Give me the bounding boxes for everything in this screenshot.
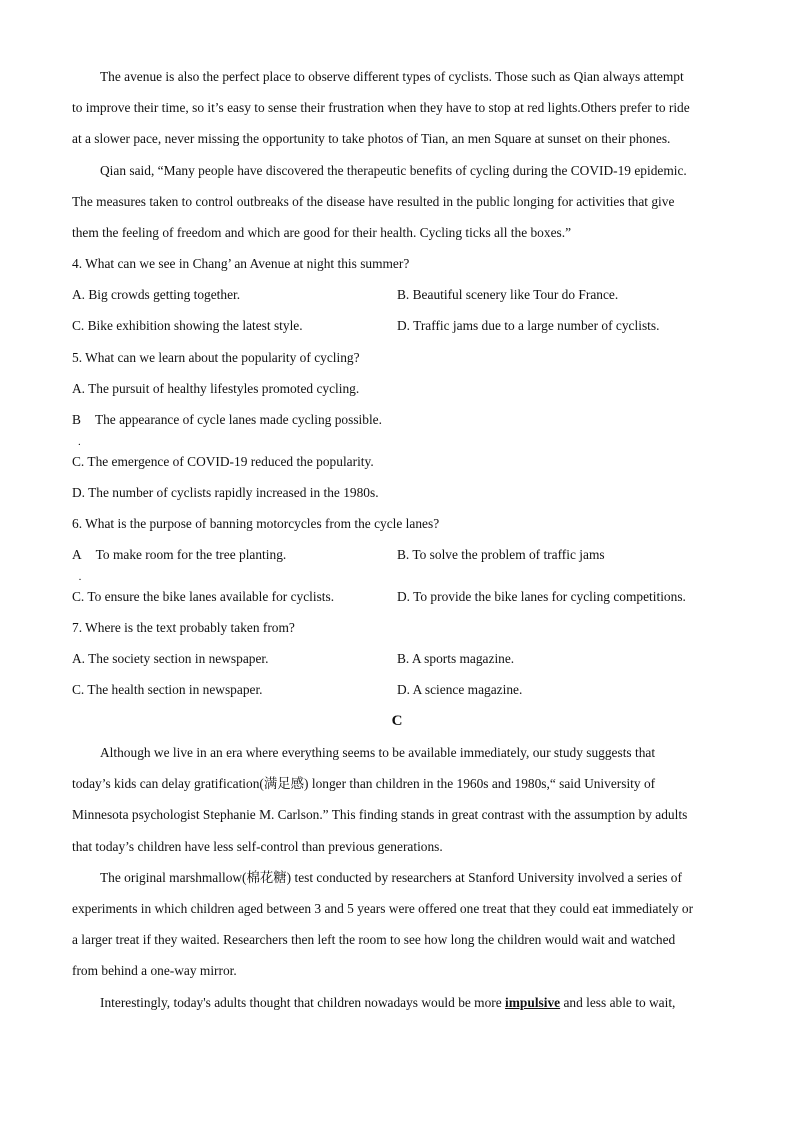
passage-b-p2-line3: them the feeling of freedom and which are good for their health. Cycling ticks all the boxes.” [72, 225, 572, 240]
highlighted-keyword: impulsive [505, 995, 561, 1010]
question-6-stem: 6. What is the purpose of banning motorcycles from the cycle lanes? [72, 516, 440, 531]
text-run: and less able to wait, [560, 995, 676, 1010]
passage-b-p2-line2: The measures taken to control outbreaks of the disease have resulted in the public longing for activities that give [72, 194, 675, 209]
question-7-stem: 7. Where is the text probably taken from? [72, 620, 295, 635]
question-6-option-d: D. To provide the bike lanes for cycling competitions. [397, 589, 686, 604]
passage-c-p2-line1: The original marshmallow(棉花糖) test conducted by researchers at Stanford University involved a series of [100, 870, 682, 885]
question-5-option-c: C. The emergence of COVID-19 reduced the popularity. [72, 454, 374, 469]
section-heading: C [391, 713, 403, 729]
passage-c-p2-line4: from behind a one-way mirror. [72, 963, 237, 978]
question-7-option-b: B. A sports magazine. [397, 651, 515, 666]
passage-c-p2-line3: a larger treat if they waited. Researchers then left the room to see how long the children would wait and watched [72, 932, 676, 947]
question-5-stem: 5. What can we learn about the popularity of cycling? [72, 350, 360, 365]
text-run: Interestingly, today's adults thought that children nowadays would be more [100, 995, 506, 1010]
passage-b-p1-line2: to improve their time, so it’s easy to sense their frustration when they have to stop at red lights.Others prefer to ride [72, 100, 690, 115]
option-dot: . [78, 571, 82, 583]
option-text: To make room for the tree planting. [95, 547, 287, 562]
passage-b-p1-line1: The avenue is also the perfect place to observe different types of cyclists. Those such as Qian always attempt [100, 69, 684, 84]
question-4-option-d: D. Traffic jams due to a large number of cyclists. [397, 318, 660, 333]
question-5-option-b [72, 412, 382, 448]
question-4-stem: 4. What can we see in Chang’ an Avenue at night this summer? [72, 256, 410, 271]
option-dot: . [77, 436, 81, 448]
option-letter: B [72, 412, 81, 427]
passage-b-p1-line3: at a slower pace, never missing the opportunity to take photos of Tian, an men Square at sunset on their phones. [72, 131, 671, 146]
passage-c-p1-line4: that today’s children have less self-control than previous generations. [72, 839, 443, 854]
passage-c-p3-line1 [100, 995, 675, 1011]
option-text: The appearance of cycle lanes made cycling possible. [94, 412, 382, 427]
question-7-option-d: D. A science magazine. [397, 682, 523, 697]
passage-c-p1-line2: today’s kids can delay gratification(满足感) longer than children in the 1960s and 1980s,“ said University of [72, 776, 656, 791]
question-5-option-d: D. The number of cyclists rapidly increased in the 1980s. [72, 485, 379, 500]
question-4-option-c: C. Bike exhibition showing the latest style. [72, 318, 303, 333]
passage-c-p1-line3: Minnesota psychologist Stephanie M. Carlson.” This finding stands in great contrast with the assumption by adults [72, 807, 688, 822]
passage-b-p2-line1: Qian said, “Many people have discovered the therapeutic benefits of cycling during the COVID-19 epidemic. [100, 163, 687, 178]
question-6-option-a [72, 547, 287, 583]
question-4-option-a: A. Big crowds getting together. [72, 287, 241, 302]
passage-c-p2-line2: experiments in which children aged between 3 and 5 years were offered one treat that they could eat immediately or [72, 901, 694, 916]
question-5-option-a: A. The pursuit of healthy lifestyles promoted cycling. [72, 381, 360, 396]
passage-c-p1-line1: Although we live in an era where everything seems to be available immediately, our study suggests that [100, 745, 656, 760]
question-6-option-b: B. To solve the problem of traffic jams [397, 547, 605, 562]
option-letter: A [72, 547, 82, 562]
question-6-option-c: C. To ensure the bike lanes available for cyclists. [72, 589, 335, 604]
question-4-option-b: B. Beautiful scenery like Tour do France. [397, 287, 619, 302]
question-7-option-a: A. The society section in newspaper. [72, 651, 269, 666]
question-7-option-c: C. The health section in newspaper. [72, 682, 263, 697]
